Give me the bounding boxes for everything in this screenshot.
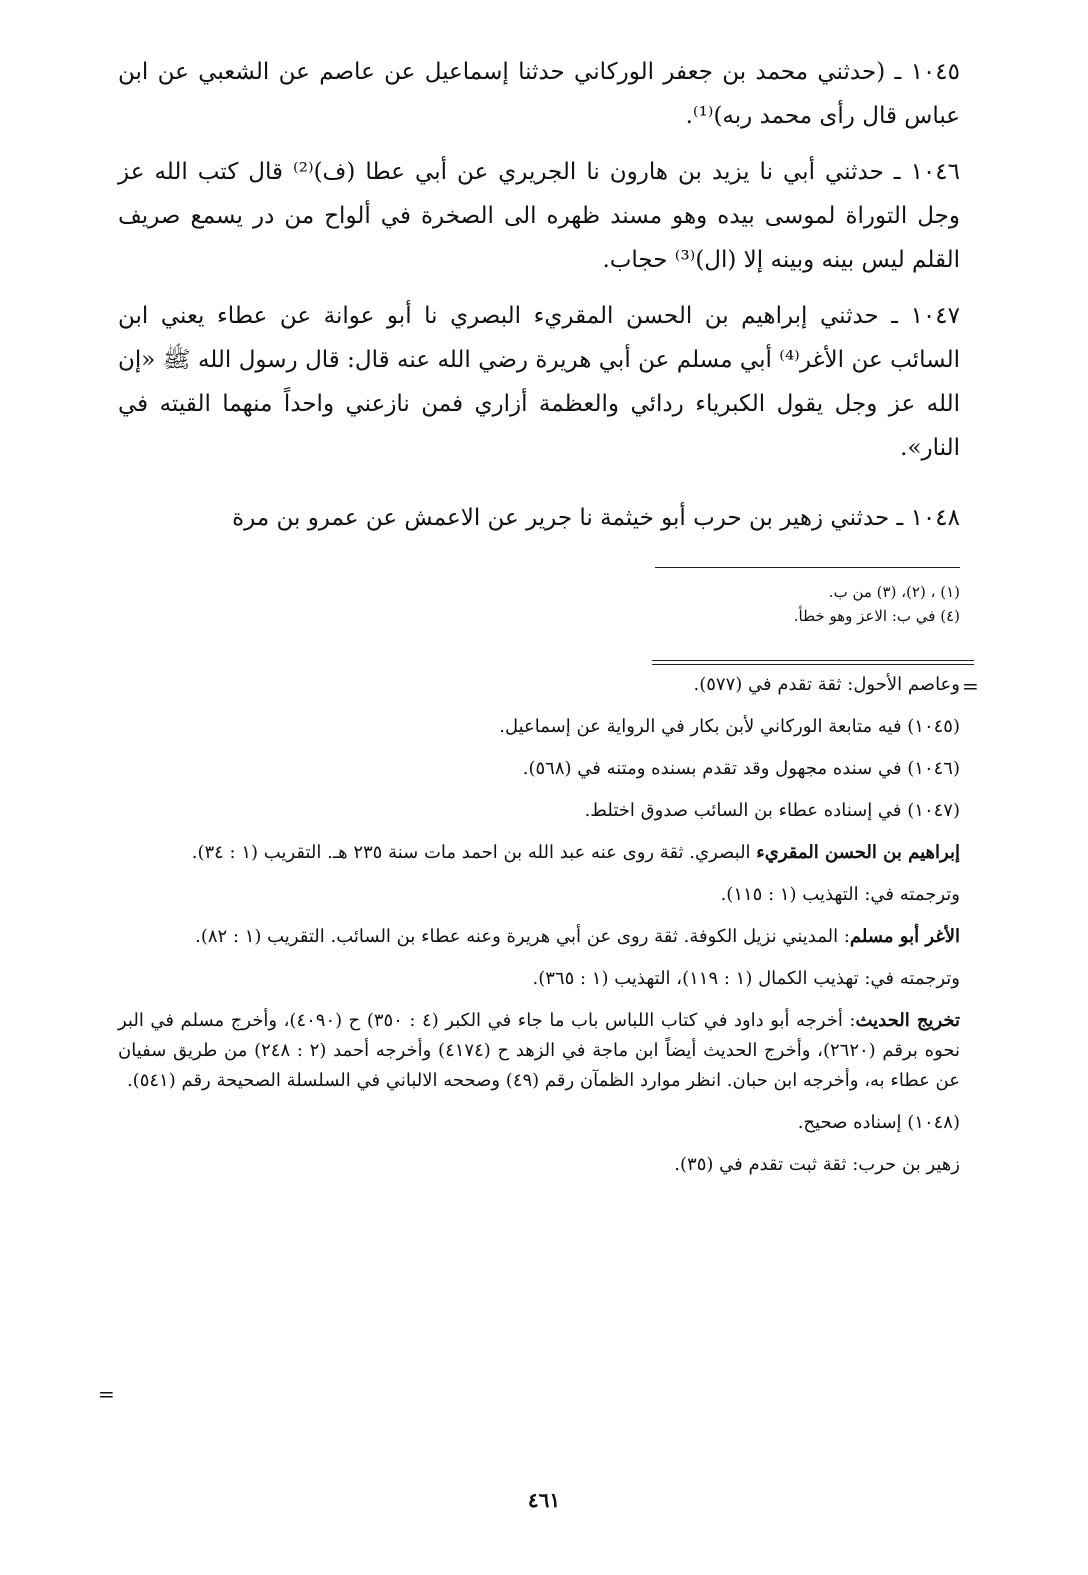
footnote-4: (٤) في ب: الاعز وهو خطأ. [793, 607, 960, 625]
footnote-1-3: (١) ، (٢)، (٣) من ب. [828, 583, 960, 601]
footnotes [118, 580, 960, 628]
main-text [118, 50, 960, 552]
comment-agharr: الأغر أبو مسلم: المديني نزيل الكوفة. ثقة روى عن أبي هريرة وعنه عطاء بن السائب. التقريب (١ : ٨٢). [195, 926, 960, 947]
comment-ibrahim-ref: وترجمته في: التهذيب (١ : ١١٥). [720, 884, 960, 905]
comment-1045: (١٠٤٥) فيه متابعة الوركاني لأبن بكار في الرواية عن إسماعيل. [499, 716, 960, 737]
comment-1048: (١٠٤٨) إسناده صحيح. [797, 1112, 960, 1133]
comment-1047: (١٠٤٧) في إسناده عطاء بن السائب صدوق اختلط. [584, 800, 960, 821]
hadith-1048: ١٠٤٨ ـ حدثني زهير بن حرب أبو خيثمة نا جرير عن الاعمش عن عمرو بن مرة [232, 505, 960, 531]
comment-ibrahim: إبراهيم بن الحسن المقريء البصري. ثقة روى عنه عبد الله بن احمد مات سنة ٢٣٥ هـ. التقريب (١ : ٣٤). [191, 842, 960, 863]
hadith-1046: ١٠٤٦ ـ حدثني أبي نا يزيد بن هارون نا الجريري عن أبي عطا (ف)⁽²⁾ قال كتب الله عز وجل التوراة لموسى بيده وهو مسند ظهره الى الصخرة في ألواح من در يسمع صريف القلم ليس بينه وبينه إلا (ال)⁽³⁾ حجاب. [118, 159, 960, 273]
footnote-rule [655, 567, 960, 568]
comment-agharr-ref: وترجمته في: تهذيب الكمال (١ : ١١٩)، التهذيب (١ : ٣٦٥). [532, 968, 960, 989]
commentary [118, 670, 960, 1192]
comment-asim: وعاصم الأحول: ثقة تقدم في (٥٧٧). [693, 674, 960, 695]
end-marker: = [98, 1382, 115, 1406]
comment-zuhair: زهير بن حرب: ثقة ثبت تقدم في (٣٥). [674, 1154, 960, 1175]
commentary-double-rule [652, 660, 974, 665]
page-number: ٤٦١ [527, 1488, 561, 1512]
comment-1046: (١٠٤٦) في سنده مجهول وقد تقدم بسنده ومتنه في (٥٦٨). [522, 758, 960, 779]
hadith-1047: ١٠٤٧ ـ حدثني إبراهيم بن الحسن المقريء البصري نا أبو عوانة عن عطاء يعني ابن السائب عن الأغر⁽⁴⁾ أبي مسلم عن أبي هريرة رضي الله عنه قال: قال رسول الله ﷺ «إن الله عز وجل يقول الكبرياء ردائي والعظمة أزاري فمن نازعني واحداً منهما القيته في النار». [118, 303, 960, 461]
hadith-1045: ١٠٤٥ ـ (حدثني محمد بن جعفر الوركاني حدثنا إسماعيل عن عاصم عن الشعبي عن ابن عباس قال رأى محمد ربه)⁽¹⁾. [118, 59, 960, 129]
continuation-marker: = [962, 674, 979, 698]
comment-takhrij: تخريج الحديث: أخرجه أبو داود في كتاب اللباس باب ما جاء في الكبر (٤ : ٣٥٠) ح (٤٠٩٠)، وأخرج مسلم في البر نحوه برقم (٢٦٢٠)، وأخرج الحديث أيضاً ابن ماجة في الزهد ح (٤١٧٤) وأخرجه أحمد (٢ : ٢٤٨) من طريق سفيان عن عطاء به، وأخرجه ابن حبان. انظر موارد الظمآن رقم (٤٩) وصححه الالباني في السلسلة الصحيحة رقم (٥٤١). [118, 1010, 961, 1091]
